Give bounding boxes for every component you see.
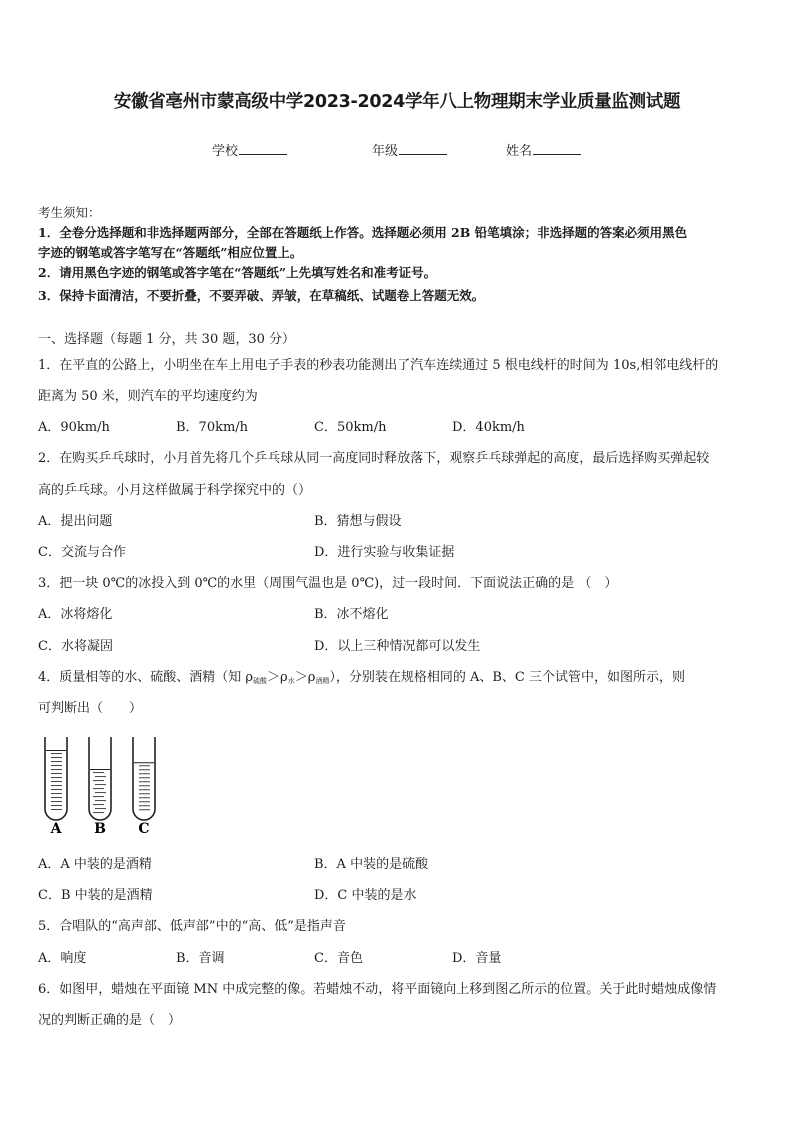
grade-label: 年级	[372, 144, 399, 159]
option-c[interactable]: C．交流与合作	[38, 545, 126, 560]
q4-text-part: ），分别装在规格相同的 A、B、C 三个试管中，如图所示，则	[329, 670, 686, 685]
grade-field	[372, 140, 447, 159]
exam-title: 安徽省亳州市蒙高级中学2023-2024学年八上物理期末学业质量监测试题	[113, 92, 681, 112]
q4-text-part: ＞ρ	[267, 670, 288, 685]
notice-item: 字迹的钢笔或答字笔写在“答题纸”相应位置上。	[38, 245, 303, 260]
name-blank[interactable]	[533, 141, 581, 155]
section-heading: 一、选择题（每题 1 分，共 30 题，30 分）	[38, 332, 296, 347]
option-c[interactable]: C．水将凝固	[38, 639, 113, 654]
tube-label: C	[138, 821, 150, 837]
option-d[interactable]: D．C 中装的是水	[314, 888, 417, 903]
question-1-text: 1．在平直的公路上，小明坐在车上用电子手表的秒表功能测出了汽车连续通过 5 根电线杆的时间为 10s,相邻电线杆的	[38, 358, 719, 373]
tube-label: B	[94, 821, 106, 837]
option-b[interactable]: B．音调	[176, 951, 225, 966]
grade-blank[interactable]	[399, 141, 447, 155]
q4-subscript-alcohol: 酒精	[315, 677, 330, 685]
q4-text-part: ＞ρ	[294, 670, 316, 685]
option-b[interactable]: B．冰不熔化	[314, 607, 389, 622]
option-a[interactable]: A．提出问题	[38, 514, 113, 529]
question-2-text-cont: 高的乒乓球。小月这样做属于科学探究中的（）	[38, 483, 312, 498]
test-tubes-figure	[38, 733, 162, 838]
notice-item: 2．请用黑色字迹的钢笔或答字笔在“答题纸”上先填写姓名和准考证号。	[38, 265, 437, 280]
option-a[interactable]: A．A 中装的是酒精	[38, 857, 152, 872]
school-field	[212, 140, 287, 159]
question-1-text-cont: 距离为 50 米，则汽车的平均速度约为	[38, 389, 258, 404]
option-b[interactable]: B．猜想与假设	[314, 514, 402, 529]
school-label: 学校	[212, 144, 239, 159]
question-6-text: 6．如图甲，蜡烛在平面镜 MN 中成完整的像。若蜡烛不动，将平面镜向上移到图乙所示的位置。关于此时蜡烛成像情	[38, 982, 717, 997]
q4-subscript-water: 水	[287, 677, 295, 685]
q4-subscript-sulfuric: 硫酸	[253, 677, 268, 685]
question-4-text	[38, 666, 685, 686]
option-c[interactable]: C．50km/h	[314, 420, 387, 435]
option-b[interactable]: B．A 中装的是硫酸	[314, 857, 429, 872]
notice-heading: 考生须知：	[38, 205, 101, 220]
option-d[interactable]: D．音量	[452, 951, 502, 966]
option-b[interactable]: B．70km/h	[176, 420, 249, 435]
test-tube-c	[133, 737, 155, 820]
option-a[interactable]: A．冰将熔化	[38, 607, 113, 622]
option-a[interactable]: A．响度	[38, 951, 87, 966]
question-2-text: 2．在购买乒乓球时，小月首先将几个乒乓球从同一高度同时释放落下，观察乒乓球弹起的高度，最后选择购买弹起较	[38, 451, 710, 466]
test-tube-a	[45, 737, 67, 820]
test-tube-b	[89, 737, 111, 820]
tube-label: A	[50, 821, 62, 837]
school-blank[interactable]	[239, 141, 287, 155]
option-c[interactable]: C．B 中装的是酒精	[38, 888, 153, 903]
option-c[interactable]: C．音色	[314, 951, 363, 966]
question-3-text: 3．把一块 0℃的冰投入到 0℃的水里（周围气温也是 0℃)，过一段时间．下面说法正确的是 （ ）	[38, 576, 618, 591]
q4-text-part: 4．质量相等的水、硫酸、酒精（知 ρ	[38, 670, 254, 685]
question-5-text: 5．合唱队的“高声部、低声部”中的“高、低”是指声音	[38, 919, 346, 934]
notice-item: 1．全卷分选择题和非选择题两部分，全部在答题纸上作答。选择题必须用 2B 铅笔填涂；非选择题的答案必须用黑色	[38, 225, 688, 240]
option-a[interactable]: A．90km/h	[38, 420, 110, 435]
notice-item: 3．保持卡面清洁，不要折叠，不要弄破、弄皱，在草稿纸、试题卷上答题无效。	[38, 288, 485, 303]
option-d[interactable]: D．进行实验与收集证据	[314, 545, 455, 560]
question-4-text-cont: 可判断出（ ）	[38, 701, 143, 716]
option-d[interactable]: D．以上三种情况都可以发生	[314, 639, 481, 654]
question-6-text-cont: 况的判断正确的是（ ）	[38, 1013, 182, 1028]
option-d[interactable]: D．40km/h	[452, 420, 525, 435]
name-label: 姓名	[506, 144, 533, 159]
name-field	[506, 140, 581, 159]
